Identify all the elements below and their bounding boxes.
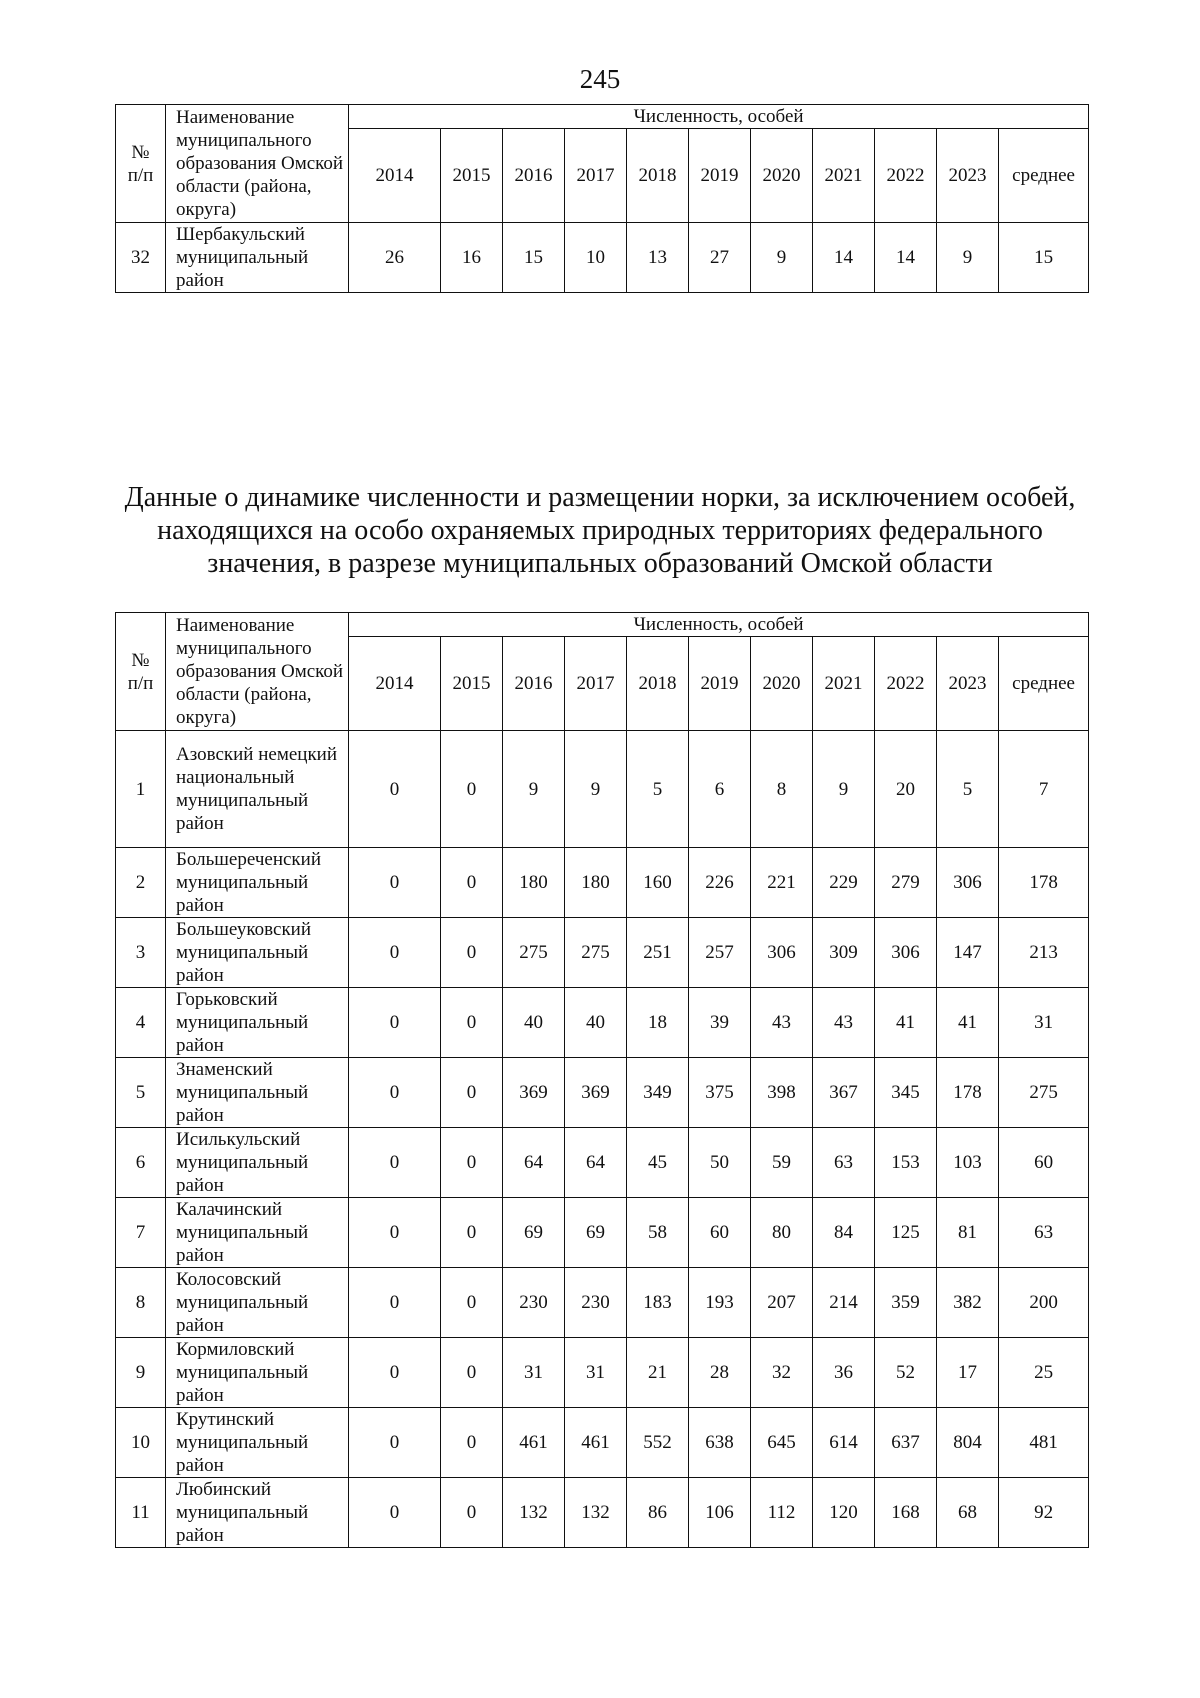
count-cell: 125 <box>875 1198 937 1268</box>
count-cell: 39 <box>689 988 751 1058</box>
count-cell: 638 <box>689 1408 751 1478</box>
row-number: 32 <box>116 223 166 293</box>
count-cell: 0 <box>349 1058 441 1128</box>
table-row <box>116 223 1089 293</box>
count-cell: 81 <box>937 1198 999 1268</box>
count-cell: 0 <box>349 1128 441 1198</box>
year-header: 2022 <box>875 637 937 731</box>
count-cell: 9 <box>751 223 813 293</box>
year-header: 2021 <box>813 637 875 731</box>
count-cell: 178 <box>999 848 1089 918</box>
table-header <box>116 613 1089 731</box>
count-cell: 10 <box>565 223 627 293</box>
count-cell: 0 <box>441 1198 503 1268</box>
year-header: 2022 <box>875 129 937 223</box>
count-cell: 0 <box>349 1408 441 1478</box>
count-cell: 9 <box>565 731 627 848</box>
count-cell: 59 <box>751 1128 813 1198</box>
count-cell: 0 <box>349 1338 441 1408</box>
table-row <box>116 1408 1089 1478</box>
count-cell: 168 <box>875 1478 937 1548</box>
count-cell: 275 <box>503 918 565 988</box>
count-cell: 13 <box>627 223 689 293</box>
count-cell: 15 <box>999 223 1089 293</box>
year-header: 2023 <box>937 637 999 731</box>
year-header: 2018 <box>627 637 689 731</box>
count-cell: 0 <box>441 1338 503 1408</box>
year-header: среднее <box>999 129 1089 223</box>
year-header: 2014 <box>349 129 441 223</box>
count-cell: 398 <box>751 1058 813 1128</box>
group-header: Численность, особей <box>349 105 1089 129</box>
district-name: Любинский муниципальный район <box>166 1478 349 1548</box>
row-number: 6 <box>116 1128 166 1198</box>
count-cell: 214 <box>813 1268 875 1338</box>
year-header: среднее <box>999 637 1089 731</box>
year-header: 2016 <box>503 637 565 731</box>
table-row <box>116 1478 1089 1548</box>
row-number: 2 <box>116 848 166 918</box>
count-cell: 614 <box>813 1408 875 1478</box>
page-number: 245 <box>579 64 621 94</box>
count-cell: 229 <box>813 848 875 918</box>
count-cell: 275 <box>999 1058 1089 1128</box>
table-row <box>116 1058 1089 1128</box>
count-cell: 69 <box>565 1198 627 1268</box>
year-header: 2017 <box>565 637 627 731</box>
count-cell: 58 <box>627 1198 689 1268</box>
year-header: 2020 <box>751 129 813 223</box>
count-cell: 9 <box>937 223 999 293</box>
district-name: Калачинский муниципальный район <box>166 1198 349 1268</box>
num-header <box>116 613 166 731</box>
count-cell: 0 <box>441 1478 503 1548</box>
year-header: 2017 <box>565 129 627 223</box>
count-cell: 481 <box>999 1408 1089 1478</box>
count-cell: 382 <box>937 1268 999 1338</box>
district-name: Крутинский муниципальный район <box>166 1408 349 1478</box>
count-cell: 80 <box>751 1198 813 1268</box>
count-cell: 64 <box>565 1128 627 1198</box>
count-cell: 52 <box>875 1338 937 1408</box>
count-cell: 369 <box>565 1058 627 1128</box>
count-cell: 92 <box>999 1478 1089 1548</box>
count-cell: 160 <box>627 848 689 918</box>
count-cell: 0 <box>349 918 441 988</box>
year-header: 2019 <box>689 637 751 731</box>
count-cell: 552 <box>627 1408 689 1478</box>
count-cell: 226 <box>689 848 751 918</box>
count-cell: 0 <box>441 918 503 988</box>
num-header <box>116 105 166 223</box>
year-header: 2023 <box>937 129 999 223</box>
count-cell: 68 <box>937 1478 999 1548</box>
count-cell: 306 <box>937 848 999 918</box>
count-cell: 0 <box>349 731 441 848</box>
district-name: Горьковский муниципальный район <box>166 988 349 1058</box>
district-name: Кормиловский муниципальный район <box>166 1338 349 1408</box>
count-cell: 63 <box>813 1128 875 1198</box>
section-title-line1: Данные о динамике численности и размещении норки, за исключением особей, <box>124 482 1076 513</box>
count-cell: 367 <box>813 1058 875 1128</box>
continued-table <box>115 104 1089 293</box>
count-cell: 180 <box>503 848 565 918</box>
count-cell: 193 <box>689 1268 751 1338</box>
count-cell: 213 <box>999 918 1089 988</box>
count-cell: 207 <box>751 1268 813 1338</box>
district-name: Знаменский муниципальный район <box>166 1058 349 1128</box>
count-cell: 306 <box>875 918 937 988</box>
count-cell: 309 <box>813 918 875 988</box>
table-row <box>116 1268 1089 1338</box>
count-cell: 18 <box>627 988 689 1058</box>
count-cell: 0 <box>441 848 503 918</box>
count-cell: 50 <box>689 1128 751 1198</box>
row-number: 4 <box>116 988 166 1058</box>
year-header: 2018 <box>627 129 689 223</box>
section-title-line2: находящихся на особо охраняемых природных территориях федерального <box>157 515 1043 546</box>
table-body <box>116 731 1089 1548</box>
count-cell: 43 <box>813 988 875 1058</box>
count-cell: 345 <box>875 1058 937 1128</box>
count-cell: 221 <box>751 848 813 918</box>
count-cell: 60 <box>999 1128 1089 1198</box>
count-cell: 32 <box>751 1338 813 1408</box>
count-cell: 0 <box>349 988 441 1058</box>
count-cell: 183 <box>627 1268 689 1338</box>
count-cell: 251 <box>627 918 689 988</box>
count-cell: 112 <box>751 1478 813 1548</box>
row-number: 11 <box>116 1478 166 1548</box>
count-cell: 0 <box>441 1268 503 1338</box>
count-cell: 6 <box>689 731 751 848</box>
count-cell: 27 <box>689 223 751 293</box>
count-cell: 0 <box>349 1478 441 1548</box>
count-cell: 0 <box>441 1128 503 1198</box>
count-cell: 31 <box>999 988 1089 1058</box>
count-cell: 132 <box>565 1478 627 1548</box>
count-cell: 31 <box>503 1338 565 1408</box>
count-cell: 5 <box>937 731 999 848</box>
year-header: 2016 <box>503 129 565 223</box>
count-cell: 45 <box>627 1128 689 1198</box>
row-number: 1 <box>116 731 166 848</box>
row-number: 3 <box>116 918 166 988</box>
count-cell: 8 <box>751 731 813 848</box>
row-number: 8 <box>116 1268 166 1338</box>
count-cell: 69 <box>503 1198 565 1268</box>
count-cell: 36 <box>813 1338 875 1408</box>
count-cell: 180 <box>565 848 627 918</box>
count-cell: 60 <box>689 1198 751 1268</box>
count-cell: 178 <box>937 1058 999 1128</box>
count-cell: 26 <box>349 223 441 293</box>
name-header: Наименование муниципального образования Омской области (района, округа) <box>166 613 349 731</box>
count-cell: 86 <box>627 1478 689 1548</box>
count-cell: 0 <box>441 1058 503 1128</box>
count-cell: 40 <box>503 988 565 1058</box>
count-cell: 461 <box>503 1408 565 1478</box>
district-name: Большеуковский муниципальный район <box>166 918 349 988</box>
count-cell: 103 <box>937 1128 999 1198</box>
row-number: 5 <box>116 1058 166 1128</box>
count-cell: 359 <box>875 1268 937 1338</box>
year-header: 2015 <box>441 637 503 731</box>
count-cell: 17 <box>937 1338 999 1408</box>
district-name: Азовский немецкий национальный муниципальный район <box>166 731 349 848</box>
count-cell: 63 <box>999 1198 1089 1268</box>
section-title-line3: значения, в разрезе муниципальных образований Омской области <box>207 548 993 579</box>
num-header-line2: п/п <box>127 672 154 694</box>
count-cell: 200 <box>999 1268 1089 1338</box>
count-cell: 0 <box>441 1408 503 1478</box>
count-cell: 84 <box>813 1198 875 1268</box>
table-header <box>116 105 1089 223</box>
year-header: 2019 <box>689 129 751 223</box>
count-cell: 7 <box>999 731 1089 848</box>
count-cell: 20 <box>875 731 937 848</box>
count-cell: 153 <box>875 1128 937 1198</box>
year-header: 2015 <box>441 129 503 223</box>
row-number: 9 <box>116 1338 166 1408</box>
count-cell: 16 <box>441 223 503 293</box>
section-title <box>80 481 1120 580</box>
table-row <box>116 731 1089 848</box>
count-cell: 147 <box>937 918 999 988</box>
count-cell: 106 <box>689 1478 751 1548</box>
count-cell: 9 <box>813 731 875 848</box>
year-header: 2020 <box>751 637 813 731</box>
count-cell: 40 <box>565 988 627 1058</box>
count-cell: 306 <box>751 918 813 988</box>
count-cell: 645 <box>751 1408 813 1478</box>
district-name: Большереченский муниципальный район <box>166 848 349 918</box>
table-row <box>116 1128 1089 1198</box>
num-header-line1: № <box>131 141 150 163</box>
row-number: 7 <box>116 1198 166 1268</box>
count-cell: 279 <box>875 848 937 918</box>
district-name: Исилькульский муниципальный район <box>166 1128 349 1198</box>
count-cell: 31 <box>565 1338 627 1408</box>
count-cell: 349 <box>627 1058 689 1128</box>
count-cell: 0 <box>441 988 503 1058</box>
row-number: 10 <box>116 1408 166 1478</box>
count-cell: 132 <box>503 1478 565 1548</box>
count-cell: 0 <box>349 1268 441 1338</box>
count-cell: 120 <box>813 1478 875 1548</box>
count-cell: 41 <box>937 988 999 1058</box>
count-cell: 375 <box>689 1058 751 1128</box>
count-cell: 637 <box>875 1408 937 1478</box>
year-header: 2021 <box>813 129 875 223</box>
count-cell: 28 <box>689 1338 751 1408</box>
count-cell: 14 <box>875 223 937 293</box>
table-row <box>116 1198 1089 1268</box>
num-header-line2: п/п <box>127 164 154 186</box>
count-cell: 41 <box>875 988 937 1058</box>
district-name: Шербакульский муниципальный район <box>166 223 349 293</box>
count-cell: 43 <box>751 988 813 1058</box>
count-cell: 275 <box>565 918 627 988</box>
num-header-line1: № <box>131 649 150 671</box>
group-header: Численность, особей <box>349 613 1089 637</box>
count-cell: 230 <box>565 1268 627 1338</box>
table-row <box>116 918 1089 988</box>
count-cell: 9 <box>503 731 565 848</box>
district-name: Колосовский муниципальный район <box>166 1268 349 1338</box>
table-row <box>116 1338 1089 1408</box>
count-cell: 0 <box>349 848 441 918</box>
count-cell: 804 <box>937 1408 999 1478</box>
year-header: 2014 <box>349 637 441 731</box>
count-cell: 0 <box>441 731 503 848</box>
count-cell: 15 <box>503 223 565 293</box>
count-cell: 461 <box>565 1408 627 1478</box>
count-cell: 369 <box>503 1058 565 1128</box>
mink-population-table <box>115 612 1089 1548</box>
count-cell: 0 <box>349 1198 441 1268</box>
count-cell: 64 <box>503 1128 565 1198</box>
count-cell: 257 <box>689 918 751 988</box>
count-cell: 25 <box>999 1338 1089 1408</box>
table-body <box>116 223 1089 293</box>
table-row <box>116 848 1089 918</box>
count-cell: 21 <box>627 1338 689 1408</box>
count-cell: 14 <box>813 223 875 293</box>
table-row <box>116 988 1089 1058</box>
name-header: Наименование муниципального образования Омской области (района, округа) <box>166 105 349 223</box>
count-cell: 5 <box>627 731 689 848</box>
count-cell: 230 <box>503 1268 565 1338</box>
